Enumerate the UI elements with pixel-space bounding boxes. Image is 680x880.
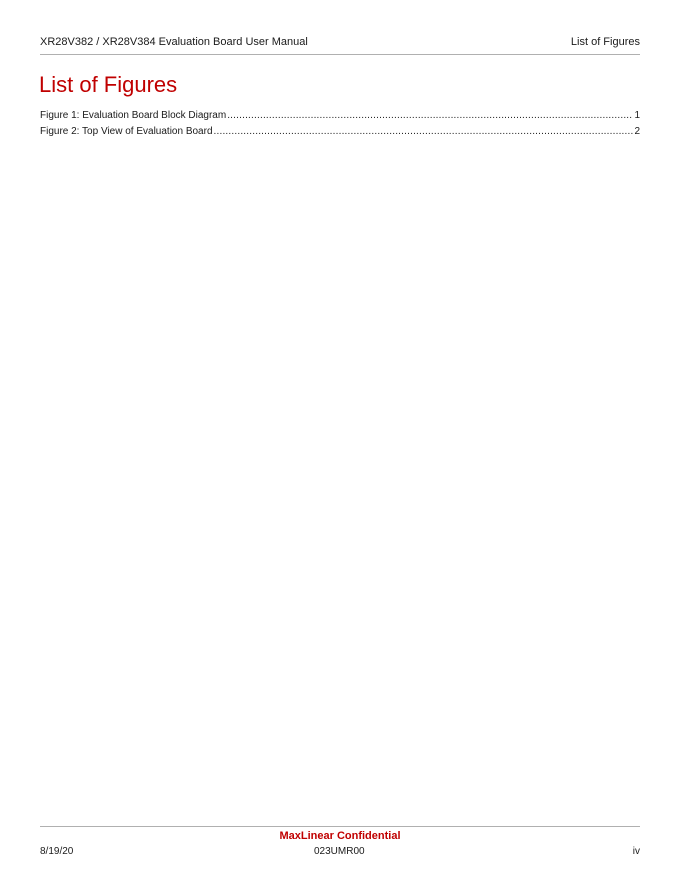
page-header <box>40 36 640 55</box>
page-title: List of Figures <box>39 72 178 97</box>
header-section-title: List of Figures <box>570 36 640 48</box>
footer-page-number: iv <box>632 846 640 857</box>
footer-info-row <box>40 846 640 860</box>
toc-dot-leader <box>227 110 633 121</box>
toc-entry-figure-2[interactable] <box>40 126 640 142</box>
page-footer <box>40 826 640 860</box>
toc-entry-page[interactable]: 1 <box>634 110 640 121</box>
toc-entry-label[interactable]: Figure 2: Top View of Evaluation Board <box>40 126 213 137</box>
toc-entry-label[interactable]: Figure 1: Evaluation Board Block Diagram <box>40 110 227 121</box>
toc-dot-leader <box>214 126 634 137</box>
toc-entry-page[interactable]: 2 <box>634 126 640 137</box>
header-document-title: XR28V382 / XR28V384 Evaluation Board User Manual <box>40 36 308 48</box>
footer-date: 8/19/20 <box>40 846 74 857</box>
confidential-notice: MaxLinear Confidential <box>279 830 401 842</box>
list-of-figures <box>40 110 640 142</box>
footer-document-number: 023UMR00 <box>314 846 365 857</box>
toc-entry-figure-1[interactable] <box>40 110 640 126</box>
